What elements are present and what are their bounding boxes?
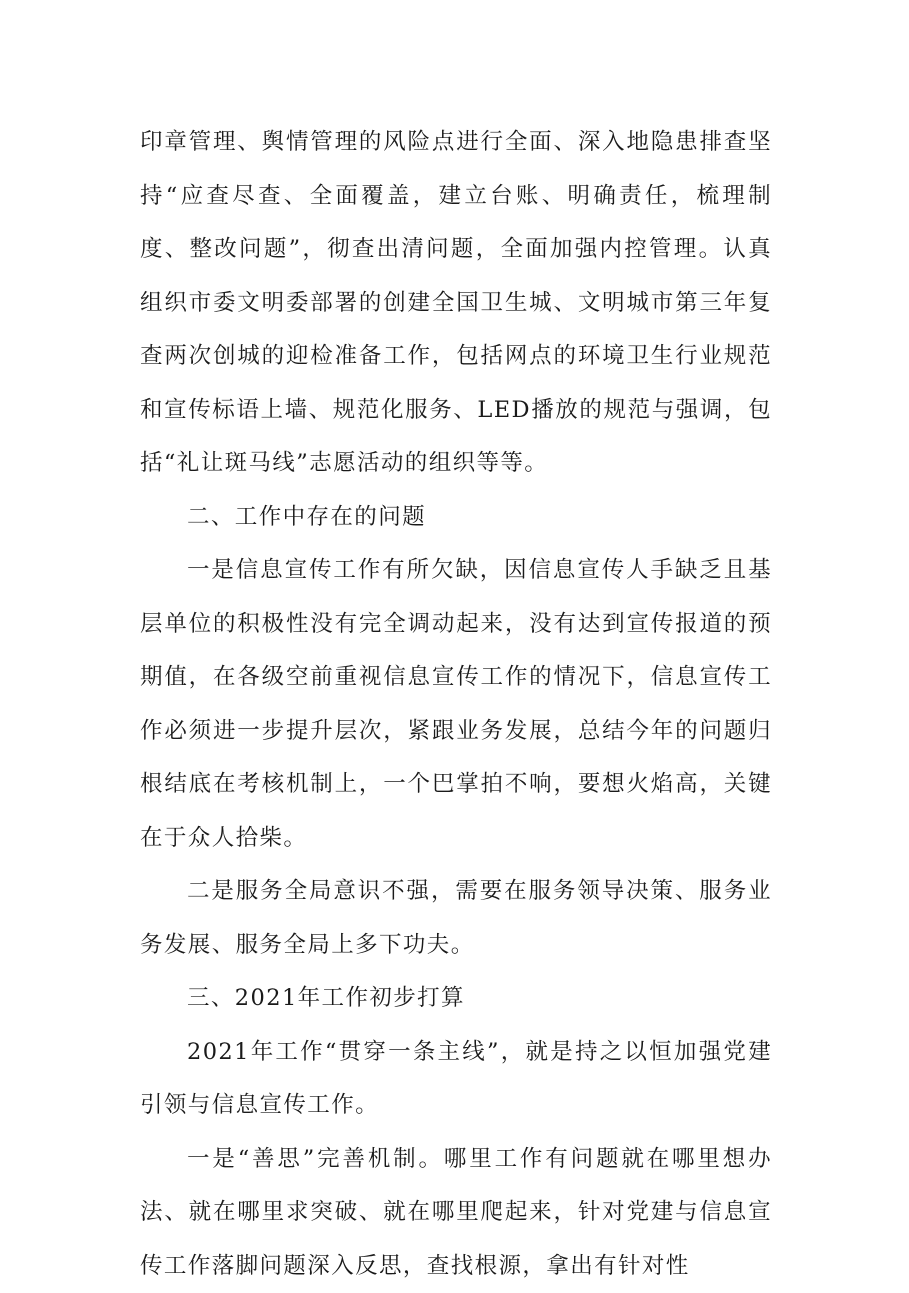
paragraph-plan-one: 一是“善思”完善机制。哪里工作有问题就在哪里想办法、就在哪里求突破、就在哪里爬起来，针对党建与信息宣传工作落脚问题深入反思，查找根源，拿出有针对性 xyxy=(140,1133,772,1293)
paragraph-problem-one: 一是信息宣传工作有所欠缺，因信息宣传人手缺乏且基层单位的积极性没有完全调动起来，没有达到宣传报道的预期值，在各级空前重视信息宣传工作的情况下，信息宣传工作必须进一步提升层次，紧跟业务发展，总结今年的问题归根结底在考核机制上，一个巴掌拍不响，要想火焰高，关键在于众人拾柴。 xyxy=(140,544,772,865)
heading-existing-problems: 二、工作中存在的问题 xyxy=(140,491,772,545)
paragraph-problem-two: 二是服务全局意识不强，需要在服务领导决策、服务业务发展、服务全局上多下功夫。 xyxy=(140,865,772,972)
document-body xyxy=(140,116,772,1293)
paragraph-main-line: 2021年工作“贯穿一条主线”，就是持之以恒加强党建引领与信息宣传工作。 xyxy=(140,1026,772,1133)
paragraph-risk-inspection: 印章管理、舆情管理的风险点进行全面、深入地隐患排查坚持“应查尽查、全面覆盖，建立台账、明确责任，梳理制度、整改问题”，彻查出清问题，全面加强内控管理。认真组织市委文明委部署的创建全国卫生城、文明城市第三年复查两次创城的迎检准备工作，包括网点的环境卫生行业规范和宣传标语上墙、规范化服务、LED播放的规范与强调，包括“礼让斑马线”志愿活动的组织等等。 xyxy=(140,116,772,491)
heading-2021-plan: 三、2021年工作初步打算 xyxy=(140,972,772,1026)
